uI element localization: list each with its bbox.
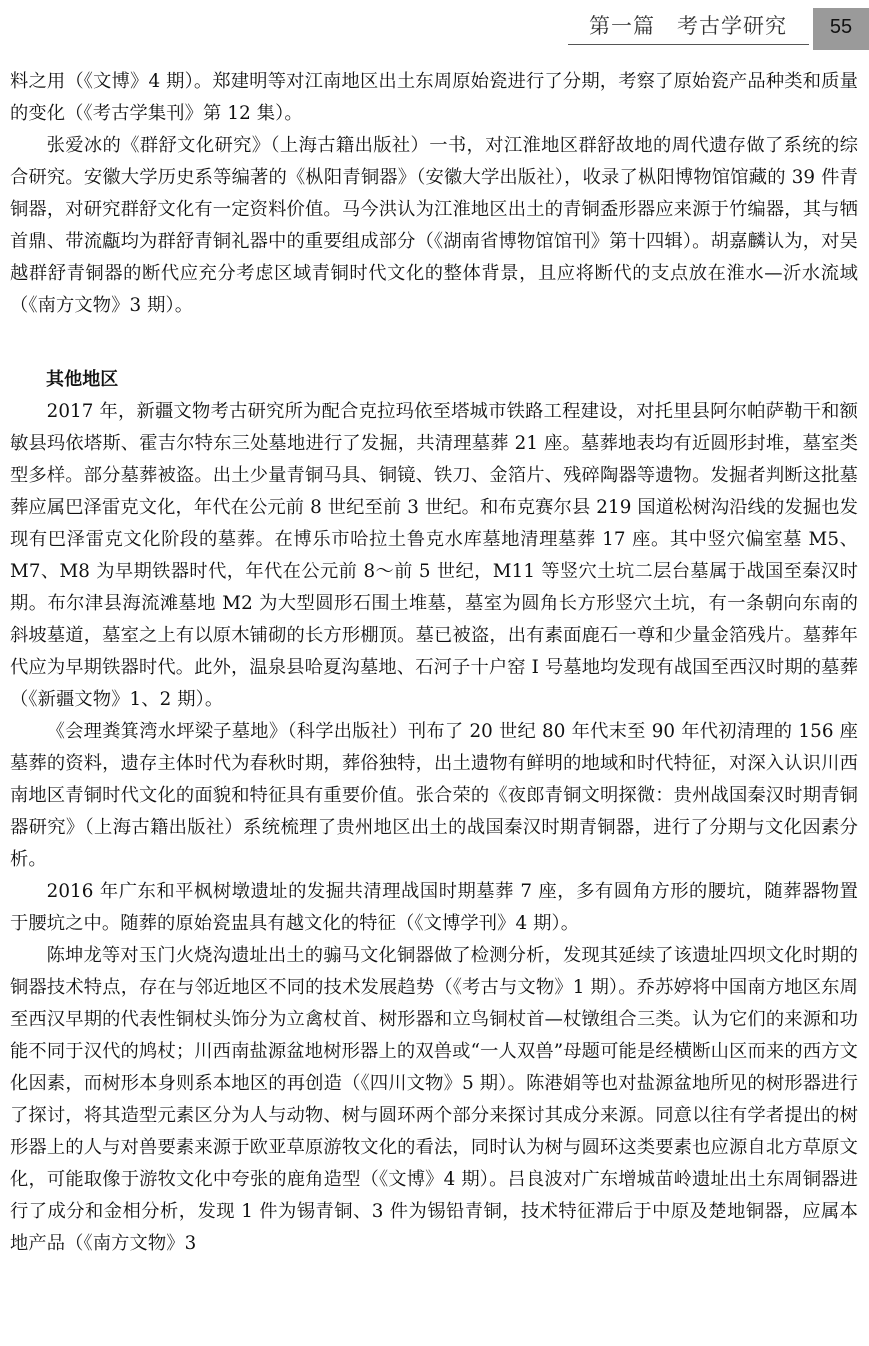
running-header-title: 第一篇 考古学研究 — [589, 14, 787, 38]
paragraph-continued: 料之用（《文博》4 期）。郑建明等对江南地区出土东周原始瓷进行了分期，考察了原始瓷产品种类和质量的变化（《考古学集刊》第 12 集）。 — [10, 71, 858, 124]
header-rule — [568, 44, 809, 45]
paragraph: 陈坤龙等对玉门火烧沟遗址出土的骟马文化铜器做了检测分析，发现其延续了该遗址四坝文化时期的铜器技术特点，存在与邻近地区不同的技术发展趋势（《考古与文物》1 期）。乔苏婷将中国南方地区东周至西汉早期的代表性铜杖头饰分为立禽杖首、树形器和立鸟铜杖首—杖镦组合三类。认为它们的来源和功能不同于汉代的鸠杖；川西南盐源盆地树形器上的双兽或“一人双兽”母题可能是经横断山区而来的西方文化因素，而树形本身则系本地区的再创造（《四川文物》5 期）。陈港娟等也对盐源盆地所见的树形器进行了探讨，将其造型元素区分为人与动物、树与圆环两个部分来探讨其成分来源。同意以往有学者提出的树形器上的人与对兽要素来源于欧亚草原游牧文化的看法，同时认为树与圆环这类要素也应源自北方草原文化，可能取像于游牧文化中夸张的鹿角造型（《文博》4 期）。吕良波对广东增城苗岭遗址出土东周铜器进行了成分和金相分析，发现 1 件为锡青铜、3 件为锡铅青铜，技术特征滞后于中原及楚地铜器，应属本地产品（《南方文物》3 — [10, 945, 858, 1254]
paragraph: 2016 年广东和平枫树墩遗址的发掘共清理战国时期墓葬 7 座，多有圆角方形的腰坑，随葬器物置于腰坑之中。随葬的原始瓷盅具有越文化的特征（《文博学刊》4 期）。 — [10, 881, 858, 934]
paragraph: 2017 年，新疆文物考古研究所为配合克拉玛依至塔城市铁路工程建设，对托里县阿尔帕萨勒干和额敏县玛依塔斯、霍吉尔特东三处墓地进行了发掘，共清理墓葬 21 座。墓葬地表均有近圆形封堆，墓室类型多样。部分墓葬被盗。出土少量青铜马具、铜镜、铁刀、金箔片、残碎陶器等遗物。发掘者判断这批墓葬应属巴泽雷克文化，年代在公元前 8 世纪至前 3 世纪。和布克赛尔县 219 国道松树沟沿线的发掘也发现有巴泽雷克文化阶段的墓葬。在博乐市哈拉土鲁克水库墓地清理墓葬 17 座。其中竖穴偏室墓 M5、M7、M8 为早期铁器时代，年代在公元前 8～前 5 世纪，M11 等竖穴土坑二层台墓属于战国至秦汉时期。布尔津县海流滩墓地 M2 为大型圆形石围土堆墓，墓室为圆角长方形竖穴土坑，有一条朝向东南的斜坡墓道，墓室之上有以原木铺砌的长方形棚顶。墓已被盗，出有素面鹿石一尊和少量金箔残片。墓葬年代应为早期铁器时代。此外，温泉县哈夏沟墓地、石河子十户窑 I 号墓地均发现有战国至西汉时期的墓葬（《新疆文物》1、2 期）。 — [10, 401, 858, 710]
page-number-box — [813, 8, 869, 50]
section-heading: 其他地区 — [46, 369, 119, 390]
page-number: 55 — [829, 16, 853, 38]
running-header — [0, 0, 869, 52]
paragraph: 张爱冰的《群舒文化研究》（上海古籍出版社）一书，对江淮地区群舒故地的周代遗存做了系统的综合研究。安徽大学历史系等编著的《枞阳青铜器》（安徽大学出版社），收录了枞阳博物馆馆藏的 39 件青铜器，对研究群舒文化有一定资料价值。马今洪认为江淮地区出土的青铜盉形器应来源于竹编器，其与牺首鼎、带流甗均为群舒青铜礼器中的重要组成部分（《湖南省博物馆馆刊》第十四辑）。胡嘉麟认为，对吴越群舒青铜器的断代应充分考虑区域青铜时代文化的整体背景，且应将断代的支点放在淮水—沂水流域（《南方文物》3 期）。 — [10, 135, 858, 316]
page-body — [10, 66, 858, 1260]
paragraph: 《会理粪箕湾水坪梁子墓地》（科学出版社）刊布了 20 世纪 80 年代末至 90 年代初清理的 156 座墓葬的资料，遗存主体时代为春秋时期，葬俗独特，出土遗物有鲜明的地域和时代特征，对深入认识川西南地区青铜时代文化的面貌和特征具有重要价值。张合荣的《夜郎青铜文明探微：贵州战国秦汉时期青铜器研究》（上海古籍出版社）系统梳理了贵州地区出土的战国秦汉时期青铜器，进行了分期与文化因素分析。 — [10, 721, 858, 870]
